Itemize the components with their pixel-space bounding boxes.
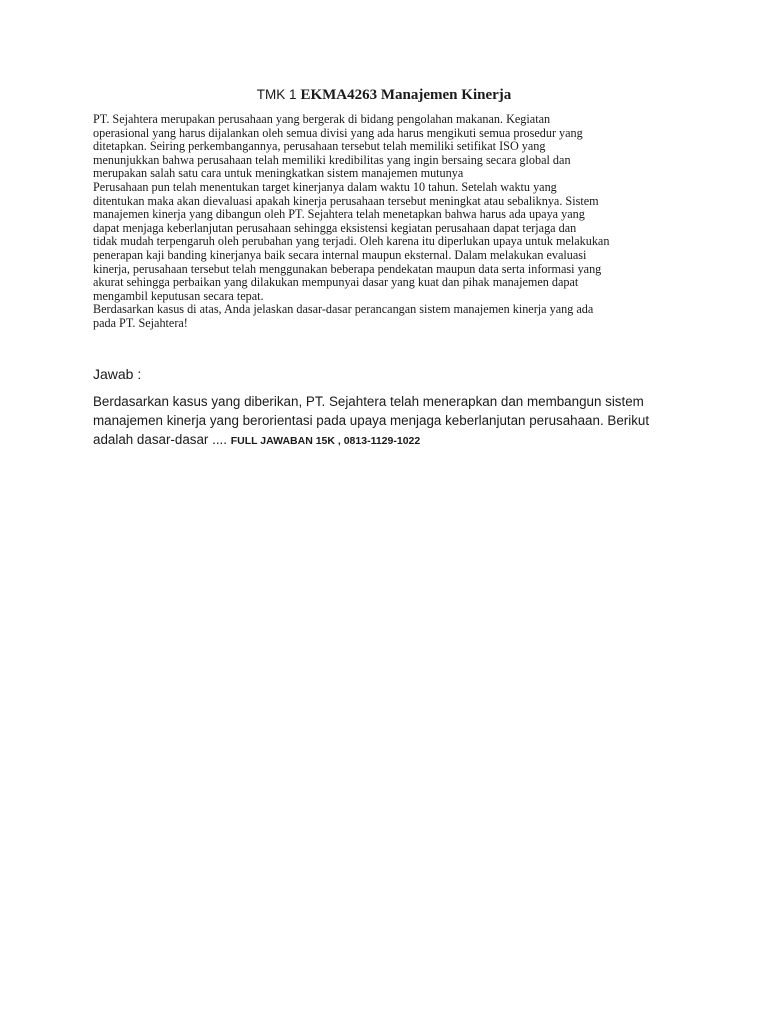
question-text (93, 113, 653, 331)
question-line: mengambil keputusan secara tepat. (93, 288, 264, 303)
question-line: menunjukkan bahwa perusahaan telah memiliki kredibilitas yang ingin bersaing secara global dan (93, 152, 571, 167)
question-line: penerapan kaji banding kinerjanya baik secara internal maupun eksternal. Dalam melakukan evaluasi (93, 247, 587, 262)
title-main: EKMA4263 Manajemen Kinerja (300, 87, 512, 103)
question-line: ditetapkan. Seiring perkembangannya, perusahaan tersebut telah memiliki setifikat ISO yang (93, 139, 546, 154)
answer-label: Jawab : (93, 366, 142, 382)
answer-line (93, 430, 673, 451)
question-line: tidak mudah terpengaruh oleh perubahan yang terjadi. Oleh karena itu diperlukan upaya untuk melakukan (93, 234, 610, 249)
question-line: Berdasarkan kasus di atas, Anda jelaskan dasar-dasar perancangan sistem manajemen kinerja yang ada (93, 302, 594, 317)
question-line: dapat menjaga keberlanjutan perusahaan sehingga eksistensi kegiatan perusahaan dapat terjaga dan (93, 220, 577, 235)
full-answer-offer: FULL JAWABAN 15K , 0813-1129-1022 (230, 435, 421, 447)
question-line: kinerja, perusahaan tersebut telah menggunakan beberapa pendekatan maupun data serta informasi yang (93, 261, 602, 276)
title-prefix: TMK 1 (256, 87, 297, 102)
question-line: Perusahaan pun telah menentukan target kinerjanya dalam waktu 10 tahun. Setelah waktu yang (93, 179, 557, 194)
answer-text (93, 392, 673, 451)
question-line: ditentukan maka akan dievaluasi apakah kinerja perusahaan tersebut meningkat atau sebaliknya. Sistem (93, 193, 599, 208)
question-line: pada PT. Sejahtera! (93, 315, 188, 330)
answer-line: Berdasarkan kasus yang diberikan, PT. Sejahtera telah menerapkan dan membangun sistem (93, 394, 644, 409)
question-line: operasional yang harus dijalankan oleh semua divisi yang ada harus mengikuti semua prosedur yang (93, 125, 583, 140)
question-line: merupakan salah satu cara untuk meningkatkan sistem manajemen mutunya (93, 166, 464, 181)
question-line: PT. Sejahtera merupakan perusahaan yang bergerak di bidang pengolahan makanan. Kegiatan (93, 112, 551, 126)
answer-line: manajemen kinerja yang berorientasi pada upaya menjaga keberlanjutan perusahaan. Berikut (93, 413, 650, 428)
document-title (0, 86, 768, 104)
question-line: akurat sehingga perbaikan yang dilakukan mempunyai dasar yang kuat dan pihak manajemen dapat (93, 275, 579, 290)
question-line: manajemen kinerja yang dibangun oleh PT. Sejahtera telah menetapkan bahwa harus ada upaya yang (93, 207, 585, 222)
answer-line-text: adalah dasar-dasar .... (93, 432, 227, 447)
